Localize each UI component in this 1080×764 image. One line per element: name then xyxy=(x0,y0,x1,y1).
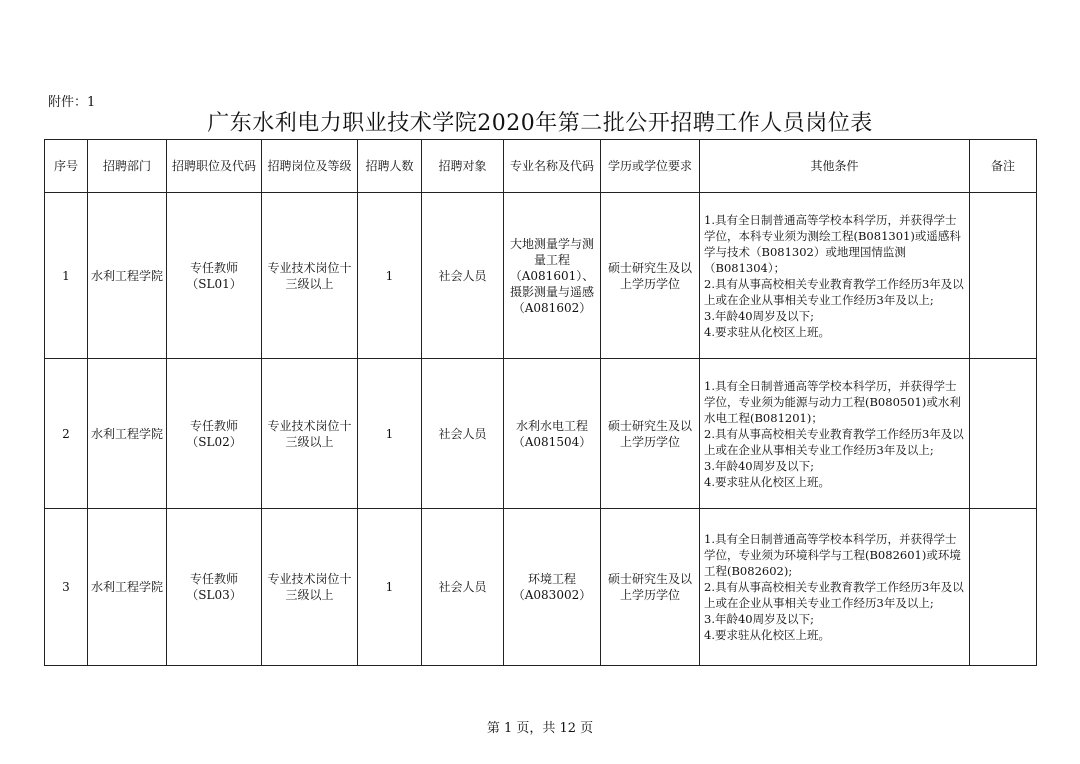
condition-line: 2.具有从事高校相关专业教育教学工作经历3年及以上或在企业从事相关专业工作经历3年及以上; xyxy=(704,276,964,307)
cell-count: 1 xyxy=(358,193,422,359)
condition-line: 1.具有全日制普通高等学校本科学历，并获得学士学位，本科专业须为测绘工程(B081301)或遥感科学与技术（B081302）或地理国情监测（B081304）； xyxy=(704,212,961,275)
condition-line: 3.年龄40周岁及以下; xyxy=(704,308,814,323)
cell-major: 水利水电工程（A081504） xyxy=(504,359,601,509)
cell-other-conditions xyxy=(700,509,970,666)
cell-count: 1 xyxy=(358,509,422,666)
condition-line: 3.年龄40周岁及以下; xyxy=(704,612,814,626)
cell-count: 1 xyxy=(358,359,422,509)
condition-line: 2.具有从事高校相关专业教育教学工作经历3年及以上或在企业从事相关专业工作经历3年及以上; xyxy=(704,426,964,457)
cell-dept: 水利工程学院 xyxy=(88,359,167,509)
table-row xyxy=(45,193,1037,359)
condition-line: 3.年龄40周岁及以下; xyxy=(704,458,814,473)
header-cell: 学历或学位要求 xyxy=(601,140,700,193)
cell-no: 1 xyxy=(45,193,88,359)
condition-line: 4.要求驻从化校区上班。 xyxy=(704,628,830,642)
header-cell: 专业名称及代码 xyxy=(504,140,601,193)
cell-remark xyxy=(970,359,1037,509)
cell-level: 专业技术岗位十三级以上 xyxy=(262,359,358,509)
page-title: 广东水利电力职业技术学院2020年第二批公开招聘工作人员岗位表 xyxy=(207,111,873,136)
cell-dept: 水利工程学院 xyxy=(88,509,167,666)
cell-degree: 硕士研究生及以上学历学位 xyxy=(601,359,700,509)
cell-position: 专任教师（SL02） xyxy=(167,359,262,509)
table-row xyxy=(45,509,1037,666)
page-footer: 第 1 页，共 12 页 xyxy=(486,721,594,736)
cell-target: 社会人员 xyxy=(422,359,504,509)
header-cell: 招聘部门 xyxy=(88,140,167,193)
header-cell: 招聘职位及代码 xyxy=(167,140,262,193)
cell-target: 社会人员 xyxy=(422,509,504,666)
cell-major: 大地测量学与测量工程（A081601）、摄影测量与遥感（A081602） xyxy=(504,193,601,359)
cell-other-conditions xyxy=(700,359,970,509)
cell-remark xyxy=(970,193,1037,359)
header-cell: 序号 xyxy=(45,140,88,193)
cell-position: 专任教师（SL01） xyxy=(167,193,262,359)
cell-target: 社会人员 xyxy=(422,193,504,359)
condition-line: 4.要求驻从化校区上班。 xyxy=(704,324,830,339)
cell-position: 专任教师（SL03） xyxy=(167,509,262,666)
table-row xyxy=(45,359,1037,509)
condition-line: 2.具有从事高校相关专业教育教学工作经历3年及以上或在企业从事相关专业工作经历3年及以上; xyxy=(704,580,964,610)
cell-degree: 硕士研究生及以上学历学位 xyxy=(601,193,700,359)
header-cell: 招聘对象 xyxy=(422,140,504,193)
recruitment-table xyxy=(44,139,1037,666)
cell-no: 2 xyxy=(45,359,88,509)
table-header-row xyxy=(45,140,1037,193)
header-cell: 其他条件 xyxy=(700,140,970,193)
cell-no: 3 xyxy=(45,509,88,666)
condition-line: 1.具有全日制普通高等学校本科学历，并获得学士学位，专业须为能源与动力工程(B080501)或水利水电工程(B081201)； xyxy=(704,378,961,425)
attachment-label: 附件：1 xyxy=(48,95,96,110)
header-cell: 招聘岗位及等级 xyxy=(262,140,358,193)
header-cell: 招聘人数 xyxy=(358,140,422,193)
cell-level: 专业技术岗位十三级以上 xyxy=(262,193,358,359)
header-cell: 备注 xyxy=(970,140,1037,193)
cell-degree: 硕士研究生及以上学历学位 xyxy=(601,509,700,666)
cell-level: 专业技术岗位十三级以上 xyxy=(262,509,358,666)
cell-remark xyxy=(970,509,1037,666)
cell-other-conditions xyxy=(700,193,970,359)
cell-major: 环境工程（A083002） xyxy=(504,509,601,666)
cell-dept: 水利工程学院 xyxy=(88,193,167,359)
condition-line: 4.要求驻从化校区上班。 xyxy=(704,474,830,489)
condition-line: 1.具有全日制普通高等学校本科学历，并获得学士学位，专业须为环境科学与工程(B082601)或环境工程(B082602); xyxy=(704,532,961,578)
